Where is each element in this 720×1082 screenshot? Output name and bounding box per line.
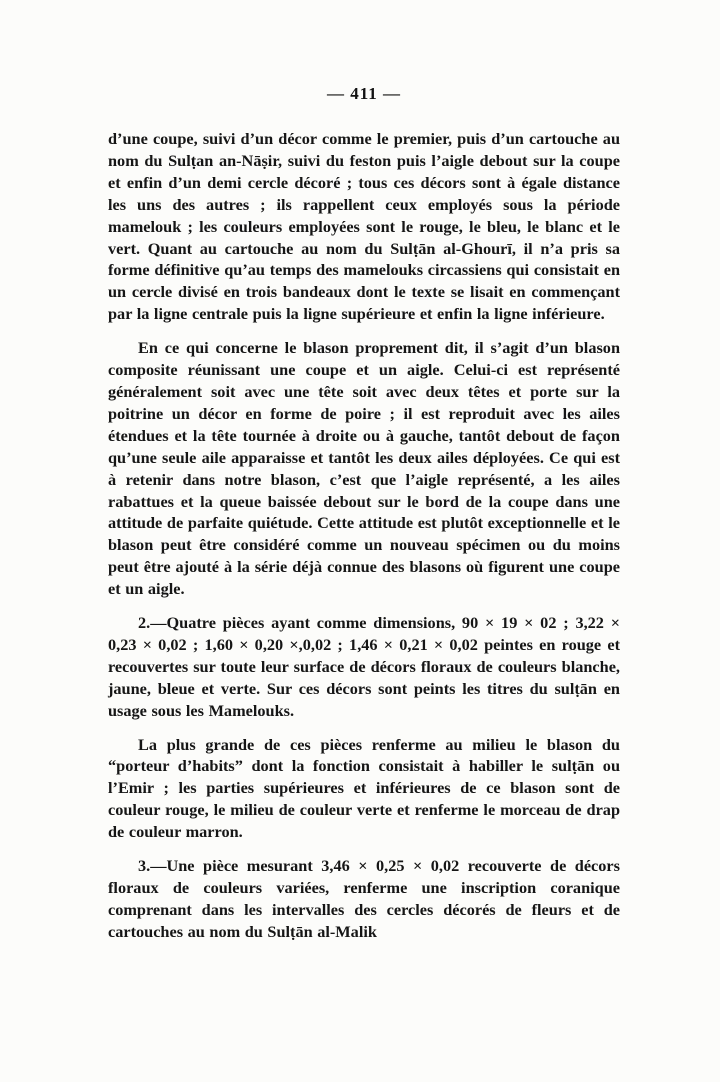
paragraph-porteur-habits: La plus grande de ces pièces renferme au milieu le blason du “porteur d’habits” dont la fonction consistait à habiller le sulṭān ou l’Emir ; les parties supérieures et inférieures de ce blason sont de couleur rouge, le milieu de couleur verte et renferme le morceau de drap de couleur marron.: [108, 734, 620, 842]
page-number: — 411 —: [326, 84, 402, 103]
paragraph-continuation: d’une coupe, suivi d’un décor comme le premier, puis d’un cartouche au nom du Sulṭan an-Nāṣir, suivi du feston puis l’aigle debout sur la coupe et enfin d’un demi cercle décoré ; tous ces décors sont à égale distance les uns des autres ; ils rappellent ceux employés sous la période mamelouk ; les couleurs employées sont le rouge, le bleu, le blanc et le vert. Quant au cartouche au nom du Sulṭān al-Ghourī, il n’a pris sa forme définitive qu’au temps des mamelouks circassiens qui consistait en un cercle divisé en trois bandeaux dont le texte se lisait en commençant par la ligne centrale puis la ligne supérieure et enfin la ligne inférieure.: [108, 129, 620, 324]
paragraph-blason: En ce qui concerne le blason proprement dit, il s’agit d’un blason composite réunissant une coupe et un aigle. Celui-ci est représenté généralement soit avec une tête soit avec deux têtes et porte sur la poitrine un décor en forme de poire ; il est reproduit avec les ailes étendues et la tête tournée à droite ou à gauche, tantôt debout de façon qu’une seule aile apparaisse et tantôt les deux ailes déployées. Ce qui est à retenir dans notre blason, c’est que l’aigle représenté, a les ailes rabattues et la queue baissée debout sur le bord de la coupe dans une attitude de parfaite quiétude. Cette attitude est plutôt exceptionnelle et le blason peut être considéré comme un nouveau spécimen ou du moins peut être ajouté à la série déjà connue des blasons où figurent une coupe et un aigle.: [108, 338, 620, 599]
paragraph-item-2: 2.—Quatre pièces ayant comme dimensions, 90 × 19 × 02 ; 3,22 × 0,23 × 0,02 ; 1,60 × 0,20 ×,0,02 ; 1,46 × 0,21 × 0,02 peintes en rouge et recouvertes sur toute leur surface de décors floraux de couleurs blanche, jaune, bleue et verte. Sur ces décors sont peints les titres du sulṭān en usage sous les Mamelouks.: [108, 613, 620, 720]
paragraph-item-3: 3.—Une pièce mesurant 3,46 × 0,25 × 0,02 recouverte de décors floraux de couleurs variées, renferme une inscription coranique comprenant dans les intervalles des cercles décorés de fleurs et de cartouches au nom du Sulṭān al-Malik: [108, 856, 620, 941]
